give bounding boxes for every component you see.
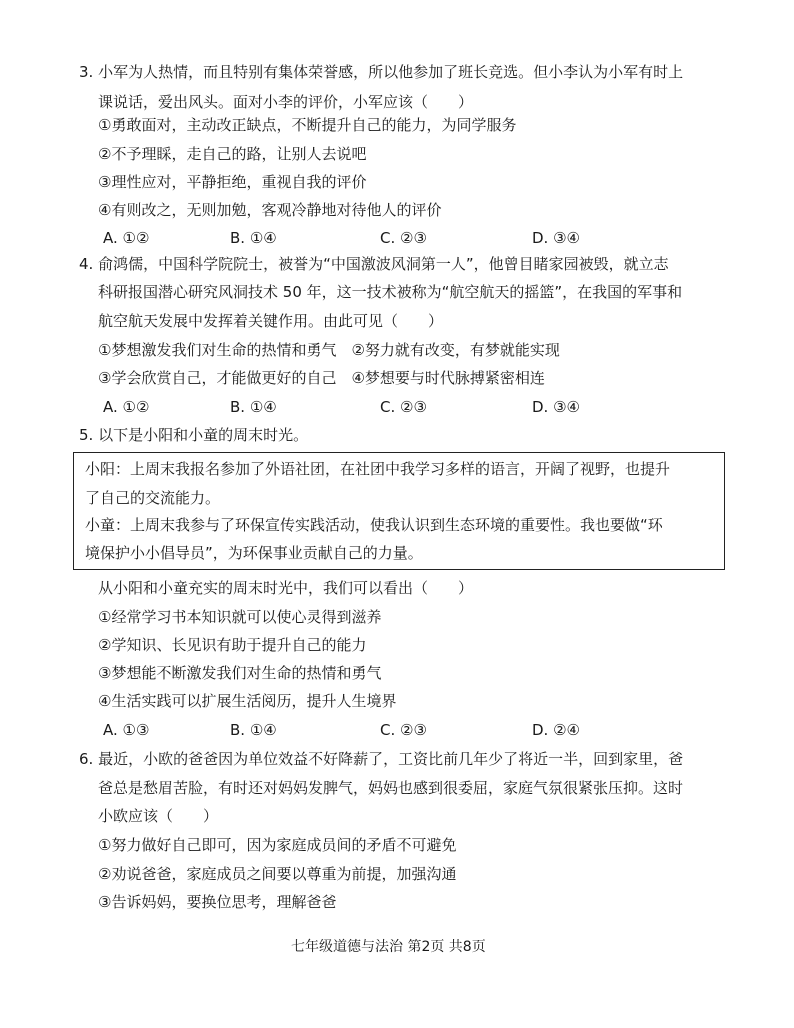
q5-option-d: D. ②④ — [532, 721, 580, 739]
q3-stem-line2: 课说话，爱出风头。面对小李的评价，小军应该（ ） — [98, 93, 474, 111]
q6-stem-line1: 6. 最近，小欧的爸爸因为单位效益不好降薪了，工资比前几年少了将近一半，回到家里，爸 — [79, 750, 684, 768]
q3-item-3: ③理性应对，平静拒绝，重视自我的评价 — [98, 173, 367, 191]
q5-stem: 5. 以下是小阳和小童的周末时光。 — [79, 426, 309, 444]
q6-stem-line2: 爸总是愁眉苦脸，有时还对妈妈发脾气，妈妈也感到很委屈，家庭气氛很紧张压抑。这时 — [98, 779, 684, 797]
q5-item-2: ②学知识、长见识有助于提升自己的能力 — [98, 636, 367, 654]
q5-box-line4: 境保护小小倡导员”，为环保事业贡献自己的力量。 — [85, 544, 423, 562]
q6-item-2: ②劝说爸爸，家庭成员之间要以尊重为前提，加强沟通 — [98, 865, 457, 883]
q6-item-3: ③告诉妈妈，要换位思考，理解爸爸 — [98, 893, 337, 911]
q5-option-c: C. ②③ — [380, 721, 427, 739]
q5-item-1: ①经常学习书本知识就可以使心灵得到滋养 — [98, 608, 382, 626]
q3-option-d: D. ③④ — [532, 229, 580, 247]
q4-option-d: D. ③④ — [532, 398, 580, 416]
q5-option-a: A. ①③ — [103, 721, 150, 739]
q3-stem-line1: 3. 小军为人热情，而且特别有集体荣誉感，所以他参加了班长竞选。但小李认为小军有时上 — [79, 63, 684, 81]
q5-question: 从小阳和小童充实的周末时光中，我们可以看出（ ） — [98, 579, 474, 597]
q3-option-c: C. ②③ — [380, 229, 427, 247]
q4-option-a: A. ①② — [103, 398, 150, 416]
q4-items-line1: ①梦想激发我们对生命的热情和勇气 ②努力就有改变，有梦就能实现 — [98, 341, 560, 359]
q5-box-line1: 小阳：上周末我报名参加了外语社团，在社团中我学习多样的语言，开阔了视野，也提升 — [85, 460, 671, 478]
q4-stem-line2: 科研报国潜心研究风洞技术 50 年，这一技术被称为“航空航天的摇篮”，在我国的军事和 — [98, 283, 683, 301]
q4-stem-line1: 4. 俞鸿儒，中国科学院院士，被誉为“中国激波风洞第一人”，他曾目睹家园被毁，就立志 — [79, 255, 669, 273]
q3-option-a: A. ①② — [103, 229, 150, 247]
q5-item-3: ③梦想能不断激发我们对生命的热情和勇气 — [98, 664, 382, 682]
q4-items-line2: ③学会欣赏自己，才能做更好的自己 ④梦想要与时代脉搏紧密相连 — [98, 369, 545, 387]
q5-option-b: B. ①④ — [230, 721, 277, 739]
q3-item-1: ①勇敢面对，主动改正缺点，不断提升自己的能力，为同学服务 — [98, 116, 517, 134]
q5-box-line3: 小童：上周末我参与了环保宣传实践活动，使我认识到生态环境的重要性。我也要做“环 — [85, 516, 663, 534]
q6-stem-line3: 小欧应该（ ） — [98, 807, 219, 825]
page-footer: 七年级道德与法治 第2页 共8页 — [291, 939, 486, 955]
q3-option-b: B. ①④ — [230, 229, 277, 247]
q6-item-1: ①努力做好自己即可，因为家庭成员间的矛盾不可避免 — [98, 836, 457, 854]
q5-box-line2: 了自己的交流能力。 — [85, 489, 221, 507]
q5-item-4: ④生活实践可以扩展生活阅历，提升人生境界 — [98, 692, 397, 710]
q4-stem-line3: 航空航天发展中发挥着关键作用。由此可见（ ） — [98, 312, 444, 330]
q4-option-b: B. ①④ — [230, 398, 277, 416]
q3-item-4: ④有则改之，无则加勉，客观冷静地对待他人的评价 — [98, 201, 442, 219]
q3-item-2: ②不予理睬，走自己的路，让别人去说吧 — [98, 145, 367, 163]
q4-option-c: C. ②③ — [380, 398, 427, 416]
